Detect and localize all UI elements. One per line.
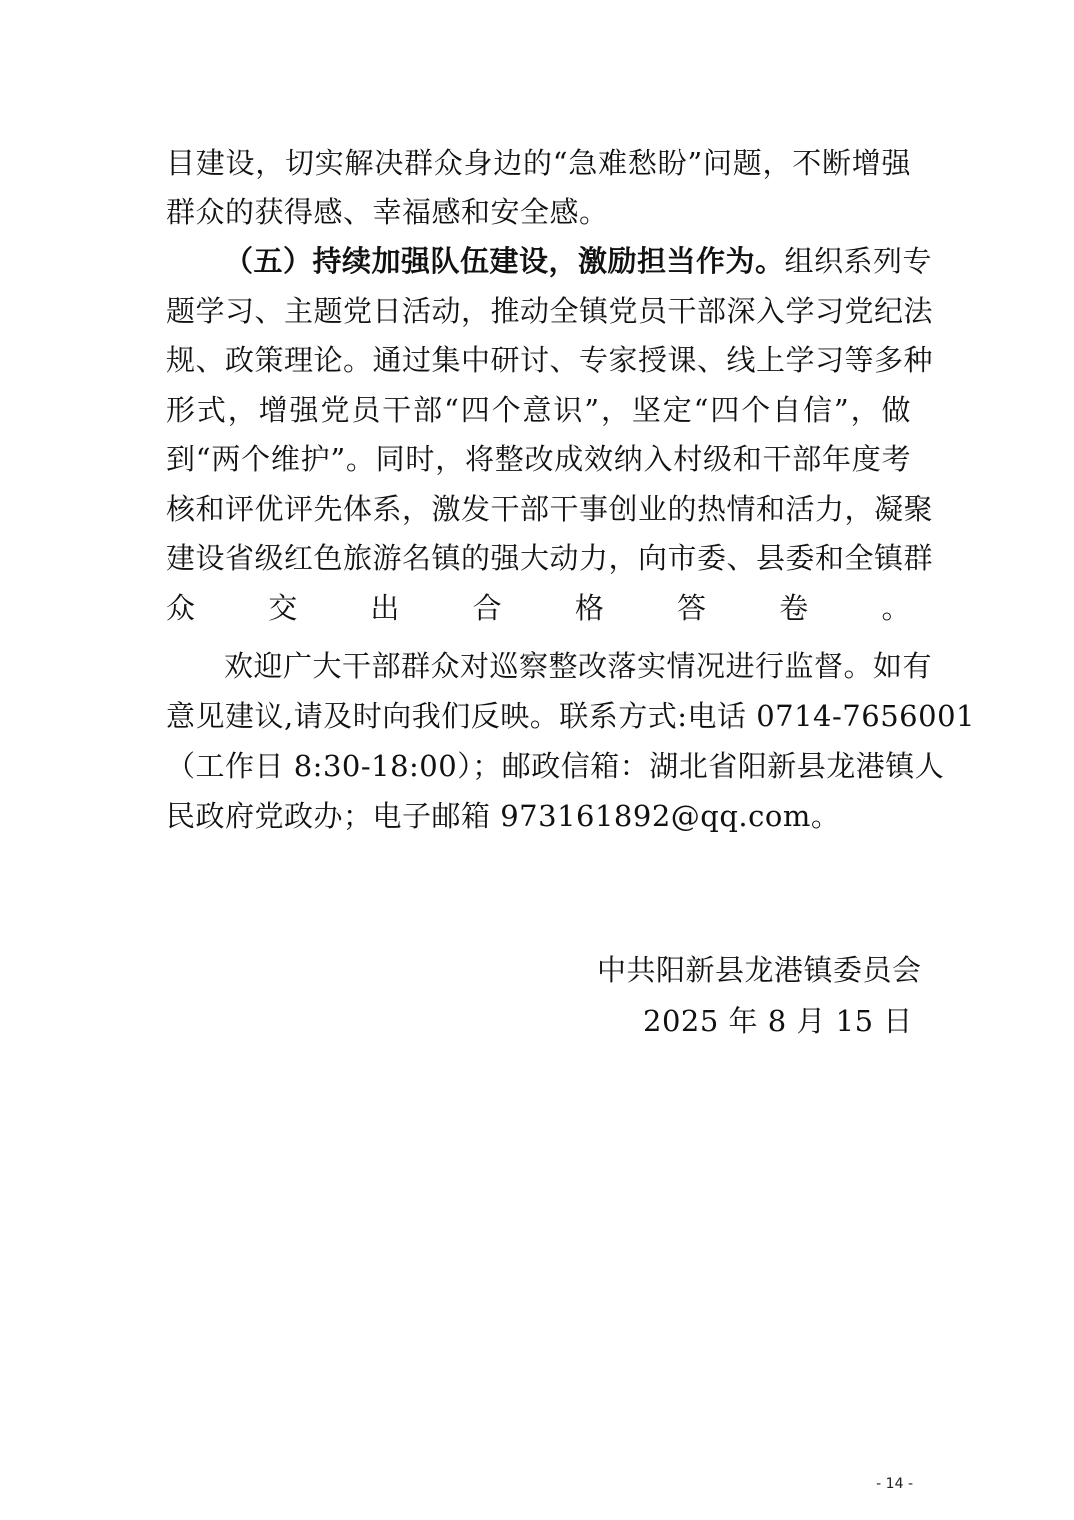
paragraph-1-line-2: 群众的获得感、幸福感和安全感。 xyxy=(166,195,609,229)
paragraph-2-line-7: 建设省级红色旅游名镇的强大动力，向市委、县委和全镇群 xyxy=(166,541,934,575)
paragraph-2-lead-rest: 组织系列专 xyxy=(784,244,933,278)
signature-organization: 中共阳新县龙港镇委员会 xyxy=(597,953,922,987)
paragraph-2-line-2: 题学习、主题党日活动，推动全镇党员干部深入学习党纪法 xyxy=(166,294,934,328)
paragraph-3-line-2: 意见建议,请及时向我们反映。联系方式:电话 0714-7656001 xyxy=(166,699,975,733)
paragraph-2-heading: （五）持续加强队伍建设，激励担当作为。 xyxy=(224,244,785,278)
paragraph-2-line-4: 形式，增强党员干部“四个意识”，坚定“四个自信”，做 xyxy=(166,393,911,427)
paragraph-2-line-5: 到“两个维护”。同时，将整改成效纳入村级和干部年度考 xyxy=(166,442,911,476)
paragraph-2-line-8: 众交出合格答卷。 xyxy=(166,591,911,625)
paragraph-3-line-3: （工作日 8:30-18:00）；邮政信箱：湖北省阳新县龙港镇人 xyxy=(166,749,945,783)
paragraph-3-line-1: 欢迎广大干部群众对巡察整改落实情况进行监督。如有 xyxy=(224,649,933,683)
paragraph-2-line-1 xyxy=(224,235,933,287)
paragraph-2-line-3: 规、政策理论。通过集中研讨、专家授课、线上学习等多种 xyxy=(166,343,934,377)
page-number: - 14 - xyxy=(876,1476,913,1492)
paragraph-3-line-4: 民政府党政办；电子邮箱 973161892@qq.com。 xyxy=(166,799,841,833)
paragraph-1-line-1: 目建设，切实解决群众身边的“急难愁盼”问题，不断增强 xyxy=(166,146,911,180)
paragraph-2-line-6: 核和评优评先体系，激发干部干事创业的热情和活力，凝聚 xyxy=(166,492,934,526)
signature-date: 2025 年 8 月 15 日 xyxy=(643,1004,913,1038)
